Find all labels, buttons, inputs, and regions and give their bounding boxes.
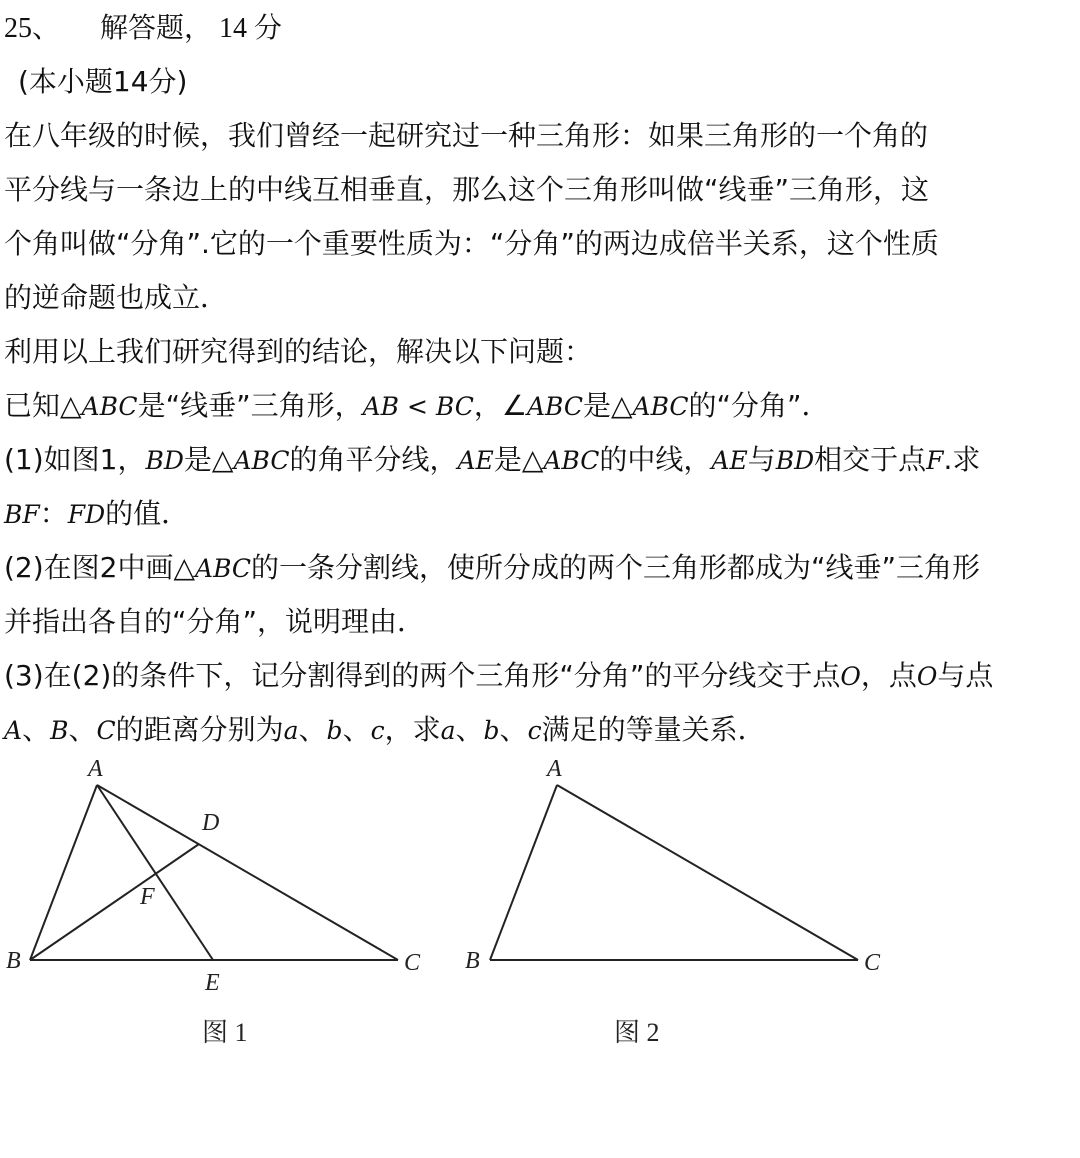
segment-ab xyxy=(30,785,97,960)
fig1-label-e: E xyxy=(205,970,220,996)
question-number: 25、 xyxy=(4,13,61,44)
intro-note: (本小题14分) xyxy=(18,65,188,98)
question-type: 解答题 xyxy=(100,11,185,44)
fig1-label-b: B xyxy=(6,948,21,974)
question-1-line-2: BF：FD的值． xyxy=(4,497,190,530)
math-abc: ABC xyxy=(81,392,138,421)
fig2-label-c: C xyxy=(864,950,881,976)
given-text: 是△ xyxy=(582,389,633,422)
geometry-figures xyxy=(0,740,1080,1060)
segment-ac xyxy=(557,785,858,960)
question-3-line-2: A、B、C的距离分别为a、b、c，求a、b、c满足的等量关系． xyxy=(4,713,766,746)
given-text: 是“线垂”三角形， xyxy=(137,389,363,422)
segment-ab xyxy=(490,785,557,960)
math-abc: ABC xyxy=(632,392,689,421)
paragraph-line-2: 平分线与一条边上的中线互相垂直，那么这个三角形叫做“线垂”三角形，这 xyxy=(4,173,930,206)
math-abc: ABC xyxy=(526,392,583,421)
question-score: 14 分 xyxy=(219,13,283,44)
segment-ae xyxy=(97,785,213,960)
question-header: 25、 解答题， 14 分 xyxy=(4,11,283,44)
question-2-line-2: 并指出各自的“分角”，说明理由． xyxy=(4,605,426,638)
given-text: 已知△ xyxy=(4,389,82,422)
given-text: 的“分角”． xyxy=(688,389,830,422)
paragraph-line-4: 的逆命题也成立． xyxy=(4,281,229,314)
question-1-line-1: (1)如图1，BD是△ABC的角平分线，AE是△ABC的中线，AE与BD相交于点F.求 xyxy=(4,443,981,476)
paragraph-line-1: 在八年级的时候，我们曾经一起研究过一种三角形：如果三角形的一个角的 xyxy=(4,119,929,152)
fig1-label-c: C xyxy=(404,950,421,976)
figure-2 xyxy=(490,785,858,960)
given-line xyxy=(4,388,830,425)
fig1-label-f: F xyxy=(140,884,155,910)
fig1-label-a: A xyxy=(88,756,103,782)
paragraph-line-3: 个角叫做“分角”.它的一个重要性质为：“分角”的两边成倍半关系，这个性质 xyxy=(4,227,939,260)
figures-area xyxy=(0,740,1080,1060)
math-inequality: AB < BC xyxy=(362,392,474,421)
given-text: ，∠ xyxy=(473,389,527,422)
fig2-label-b: B xyxy=(465,948,480,974)
figure-1-caption: 图 1 xyxy=(202,1018,248,1047)
fig1-label-d: D xyxy=(202,810,220,836)
fig2-label-a: A xyxy=(547,756,562,782)
question-2-line-1: (2)在图2中画△ABC的一条分割线，使所分成的两个三角形都成为“线垂”三角形 xyxy=(4,551,981,584)
segment-ac xyxy=(97,785,398,960)
paragraph-line-5: 利用以上我们研究得到的结论，解决以下问题： xyxy=(4,335,593,368)
figure-2-caption: 图 2 xyxy=(614,1018,660,1047)
question-3-line-1: (3)在(2)的条件下，记分割得到的两个三角形“分角”的平分线交于点O，点O与点 xyxy=(4,659,994,692)
